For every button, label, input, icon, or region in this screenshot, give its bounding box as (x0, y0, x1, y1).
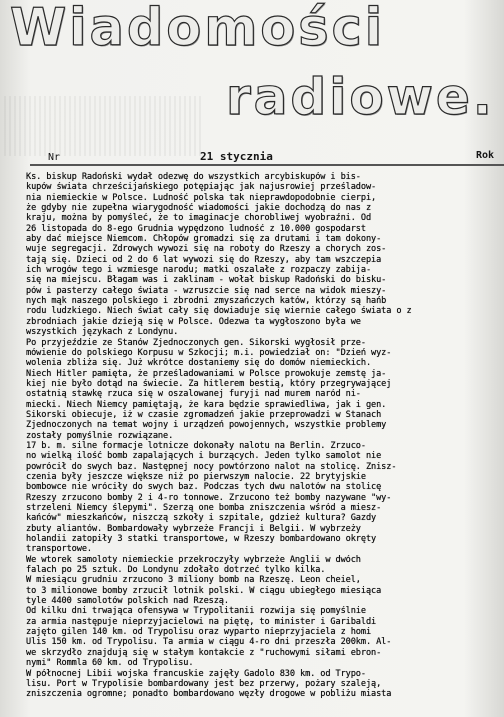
article-line: Rzeszy zrzucono bomby 2 i 4-ro tonnowe. Zrzucono też bomby nazywane "wy- (26, 492, 392, 503)
article-line: wszystkich językach z Londynu. (26, 327, 179, 338)
article-line: nia niemieckie w Polsce. Ludność polska tak nieprawdopodobnie cierpi, (26, 192, 377, 203)
article-line: rodu ludzkiego. Niech świat cały się dowiaduje się wiernie całego świata o z (26, 306, 412, 317)
article-line: Po przyjeździe ze Stanów Zjednoczonych gen. Sikorski wygłosił prze- (26, 337, 366, 348)
article-line: kańców" mieszkańców, niszczą szkoły i szpitale, gdzież kultura? Gazdy (26, 513, 377, 524)
article-line: holandii zatopiły 3 statki transportowe, w Rzeszy bombardowano okręty (26, 534, 377, 545)
title-line-1: Wiadomości (10, 0, 386, 58)
article-line: Ulis 150 km. od Trypolisu. Ta armia w ciągu 4-ro dni przeszła 200km. Al- (26, 637, 392, 648)
masthead (4, 0, 500, 163)
issue-date: 21 stycznia (200, 150, 273, 163)
article-line: zostały pomyślnie rozwiązane. (26, 430, 174, 441)
article-line: za armia następuje nieprzyjacielowi na piętę, to minister i Garibaldi (26, 616, 377, 627)
article-line: Sikorski obiecuje, iż w czasie zgromadzeń jakie przeprowadzi w Stanach (26, 409, 382, 420)
article-line: ostatnią stawkę rzuca się w oszalowanej furyji nad murem naród ni- (26, 389, 361, 400)
title-line-2: radiowe. (226, 68, 495, 126)
article-body (26, 172, 500, 717)
article-line: miecki. Niech Niemcy pamiętają, że kara będzie sprawiedliwa, jak i gen. (26, 399, 387, 410)
article-line: falach po 25 sztuk. Do Londynu zdołało dotrzeć tylko kilka. (26, 565, 326, 576)
article-line: Niech Hitler pamięta, że prześladowaniami w Polsce prowokuje zemstę ja- (26, 368, 387, 379)
article-line: tają się. Dzieci od 2 do 6 lat wywozi się do Rzeszy, aby tam wszczepia (26, 254, 382, 265)
article-line: nych mąk naszego polskiego i zbrodni zmyszańczych katów, którzy są hańb (26, 296, 387, 307)
header-rule (30, 164, 504, 166)
article-line: zniszczenia ogromne; ponadto bombardowano węzły drogowe w pobliżu miasta (26, 689, 392, 700)
article-line: powrócił do swych baz. Następnej nocy powtórzono nalot na stolicę. Znisz- (26, 461, 397, 472)
article-line: aby dać miejsce Niemcom. Chłopów gromadzi się za drutami i tam dokony- (26, 234, 382, 245)
masthead-dot-texture (4, 96, 204, 156)
article-line: czenia były jeszcze większe niż po pierwszym nalocie. 22 brytyjskie (26, 471, 366, 482)
issue-number-label: Nr (48, 152, 61, 163)
article-line: strzeleni Niemcy ślepymi". Szerzą one bomba zniszczenia wśród a miesz- (26, 503, 382, 513)
article-line: lisu. Port w Trypolisie bombardowany jest bez przerwy, pożary szaleją, (26, 678, 382, 689)
article-line: się na miejscu. Błagam was i zaklinam - wołał biskup Radoński do bisku- (26, 275, 387, 286)
article-line: zbuty aliantów. Bombardowały wybrzeże Francji i Belgii. W wybrzeży (26, 523, 361, 534)
article-line: wuje segregacji. Zdrowych wywozi się na roboty do Rzeszy a chorych zos- (26, 244, 387, 255)
article-line: 26 listopada do 8-ego Grudnia wypędzono ludność z 10.000 gospodarst (26, 223, 366, 234)
article-line: kraju, można by pomyśleć, że to imaginacje chorobliwej wyobraźni. Od (26, 213, 372, 224)
article-line: pów i pasterzy całego świata - wzruszcie się nad serce na widok mieszy- (26, 285, 387, 296)
article-line: zajęto gilen 140 km. od Trypolisu oraz wyparto nieprzyjaciela z homi (26, 627, 372, 638)
article-line: nymi" Rommla 60 km. od Trypolisu. (26, 658, 194, 669)
article-line: we skrzydło znajdują się w stałym kontakcie z "ruchowymi siłami ebron- (26, 647, 382, 658)
article-line: Ks. biskup Radoński wydał odezwę do wszystkich arcybiskupów i bis- (26, 172, 361, 182)
article-line: ich wrogów tego i wzmiesge narodu; matki oszalałe z rozpaczy zabija- (26, 265, 372, 276)
article-line: Zjednoczonych na temat wojny i urządzeń powojennych, wszystkie problemy (26, 420, 387, 431)
article-line: Od kilku dni trwająca ofensywa w Trypolitanii rozwija się pomyślnie (26, 606, 366, 617)
article-line: W miesiącu grudniu zrzucono 3 miliony bomb na Rzeszę. Leon cheiel, (26, 575, 361, 586)
year-label: Rok (475, 150, 494, 161)
article-line: zbrodniach jakie dzieją się w Polsce. Odezwa ta wygłoszono była we (26, 316, 361, 327)
article-line: We wtorek samoloty niemieckie przekroczyły wybrzeże Anglii w dwóch (26, 554, 361, 565)
article-line: no wielką ilość bomb zapalających i burzących. Jeden tylko samolot nie (26, 451, 382, 462)
article-line: bombowce nie wróciły do swych baz. Podczas tych dwu nalotów na stolicę (26, 482, 382, 493)
article-line: tyle 4400 samolotów polskich nad Rzeszą. (26, 596, 229, 607)
article-line: transportowe. (26, 544, 92, 555)
article-line: W północnej Libii wojska francuskie zajęły Gadolo 830 km. od Trypo- (26, 668, 366, 679)
article-line: wolenia zbliża się. Już wkrótce dostaniemy się do domów niemieckich. (26, 358, 372, 369)
article-line: to 3 milionowe bomby zrzucił lotnik polski. W ciągu ubiegłego miesiąca (26, 585, 382, 596)
article-line: kupów świata chrześcijańskiego potępiając jak najusrowiej prześladow- (26, 182, 377, 193)
article-line: mówienie do polskiego Korpusu w Szkocji; m.i. powiedział on: "Dzień wyz- (26, 347, 392, 358)
article-line: że gdyby nie zupełna wiarygodność wiadomości jakie dochodzą do nas z (26, 203, 372, 214)
article-line: kiej nie było dotąd na świecie. Za hitlerem bestią, który przegrywającej (26, 378, 392, 389)
article-line: 17 b. m. silne formacje lotnicze dokonały nalotu na Berlin. Zrzuco- (26, 440, 366, 451)
